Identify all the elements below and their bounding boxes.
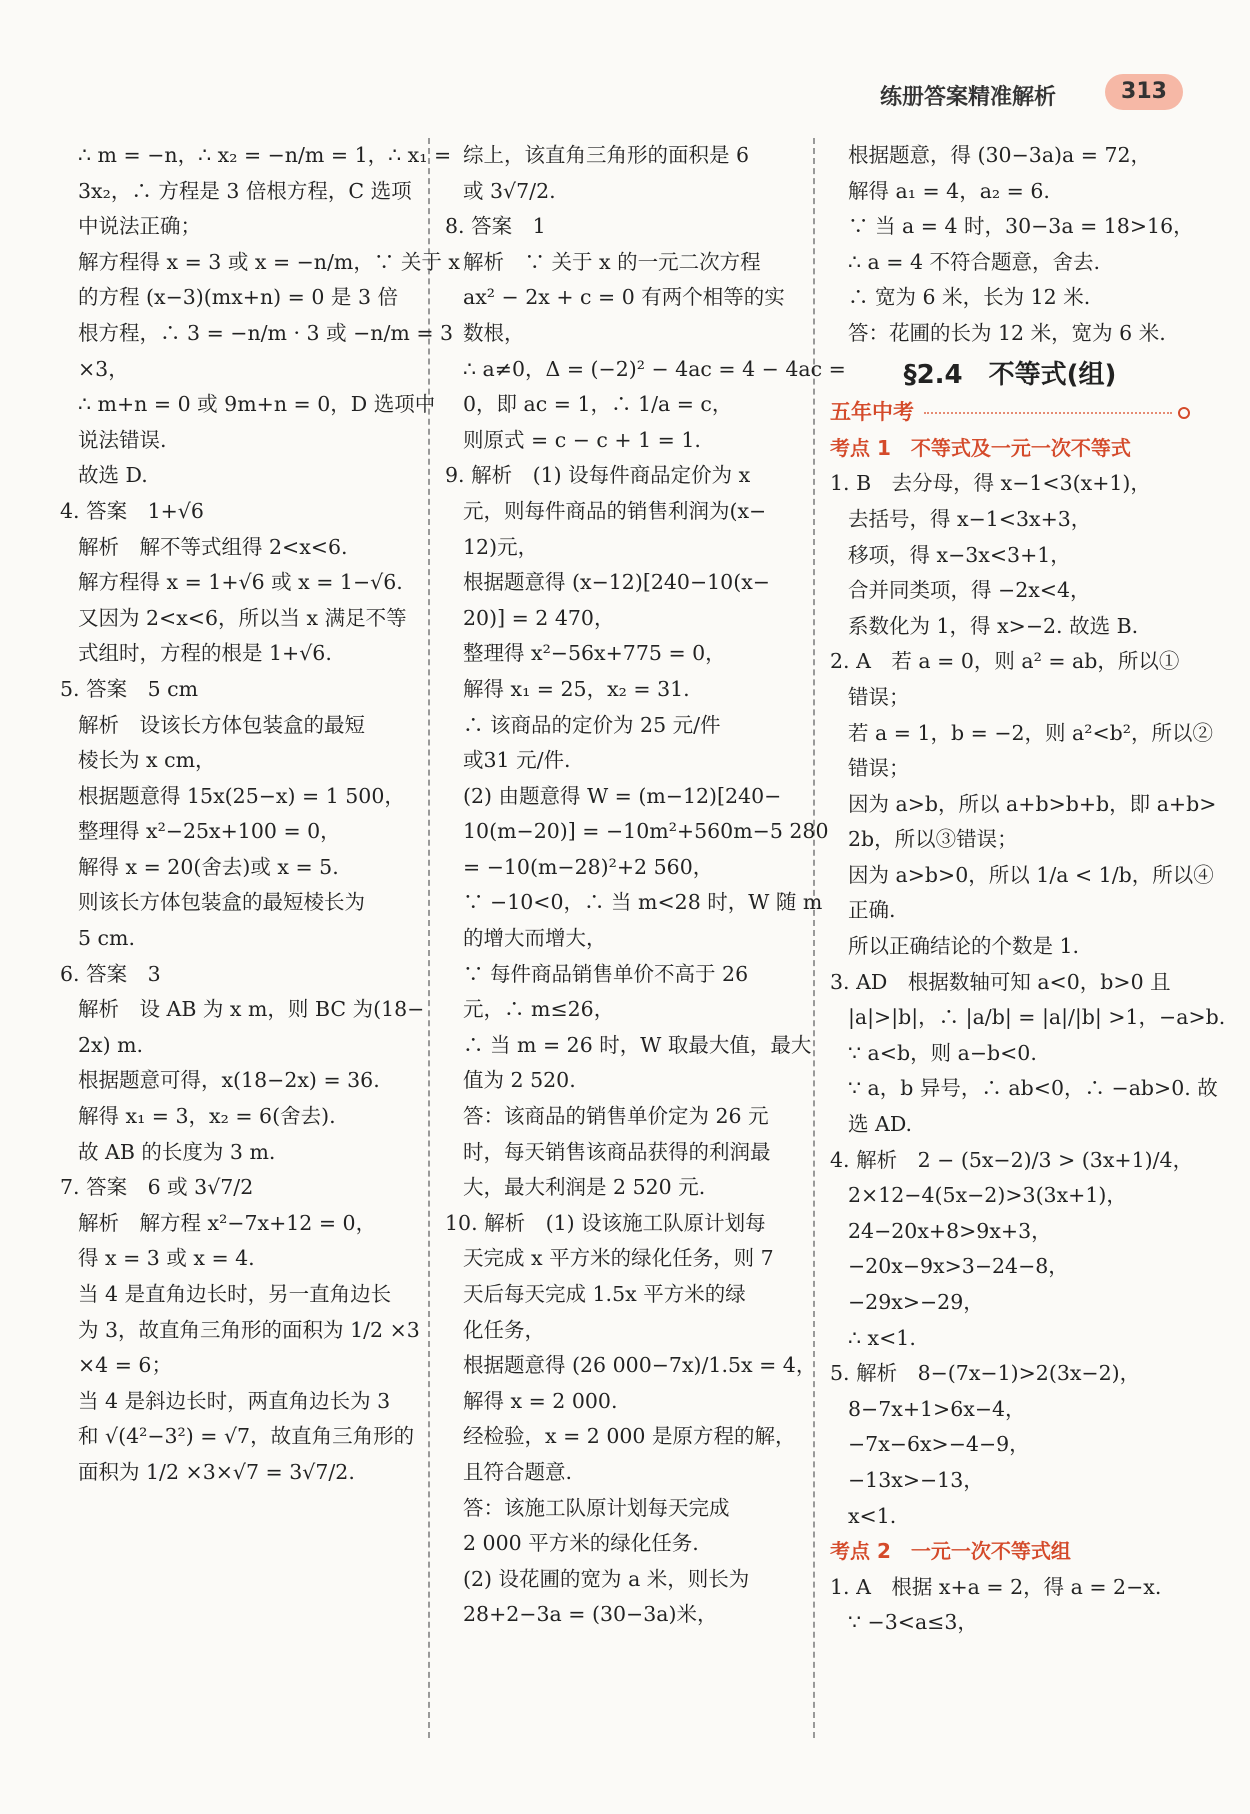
text-line: 天后每天完成 1.5x 平方米的绿: [463, 1282, 746, 1306]
text-line: 当 4 是斜边长时，两直角边长为 3: [78, 1388, 391, 1413]
text-line: 答：该施工队原计划每天完成: [463, 1495, 730, 1520]
text-line: 2b，所以③错误；: [848, 827, 1018, 852]
text-line: 12)元，: [463, 534, 539, 559]
text-line: 化任务，: [463, 1317, 545, 1342]
text-line: ax² − 2x + c = 0 有两个相等的实: [463, 285, 785, 310]
text-line: 和 √(4²−3²) = √7，故直角三角形的: [78, 1424, 415, 1449]
text-line: ∵ a，b 异号，∴ ab<0，∴ −ab>0. 故: [848, 1076, 1218, 1101]
text-line: 数根，: [463, 320, 525, 345]
text-line: 解得 x₁ = 25，x₂ = 31.: [463, 676, 690, 701]
text-line: 2. A 若 a = 0，则 a² = ab，所以①: [830, 649, 1180, 674]
text-line: 3. AD 根据数轴可知 a<0，b>0 且: [830, 969, 1171, 994]
text-line: 3x₂，∴ 方程是 3 倍根方程，C 选项: [78, 178, 412, 203]
text-line: 移项，得 x−3x<3+1，: [848, 542, 1071, 567]
text-line: 解得 x₁ = 3，x₂ = 6(舍去).: [78, 1104, 336, 1129]
text-line: −7x−6x>−4−9，: [848, 1432, 1030, 1457]
text-line: 经检验，x = 2 000 是原方程的解，: [463, 1424, 796, 1449]
text-line: 的方程 (x−3)(mx+n) = 0 是 3 倍: [78, 285, 399, 310]
text-line: 4. 答案 1+√6: [60, 498, 204, 523]
text-line: ∴ 宽为 6 米，长为 12 米.: [848, 285, 1091, 310]
column-3-bottom: [830, 1570, 1190, 1641]
text-line: ∴ m = −n，∴ x₂ = −n/m = 1，∴ x₁ =: [78, 143, 452, 167]
text-line: 则原式 = c − c + 1 = 1.: [463, 427, 701, 452]
text-line: 得 x = 3 或 x = 4.: [78, 1246, 255, 1271]
text-line: 2 000 平方米的绿化任务.: [463, 1531, 699, 1556]
text-line: ∴ a≠0，Δ = (−2)² − 4ac = 4 − 4ac =: [463, 356, 846, 381]
text-line: 整理得 x²−56x+775 = 0，: [463, 641, 726, 666]
text-line: 根方程，∴ 3 = −n/m · 3 或 −n/m = 3: [78, 320, 454, 345]
page-number-badge: 313: [1105, 74, 1183, 110]
text-line: 0，即 ac = 1，∴ 1/a = c，: [463, 392, 733, 417]
text-line: 2x) m.: [78, 1032, 144, 1057]
text-line: 8−7x+1>6x−4，: [848, 1396, 1026, 1421]
text-line: 故 AB 的长度为 3 m.: [78, 1139, 276, 1164]
text-line: 综上，该直角三角形的面积是 6: [463, 143, 750, 167]
text-line: (2) 由题意得 W = (m−12)[240−: [463, 783, 782, 808]
text-line: 若 a = 1，b = −2，则 a²<b²，所以②: [848, 720, 1214, 745]
text-line: 24−20x+8>9x+3，: [848, 1218, 1052, 1243]
column-1: [60, 138, 460, 1491]
text-line: 中说法正确；: [78, 214, 201, 239]
column-divider: [428, 138, 430, 1738]
text-line: 解析 设 AB 为 x m，则 BC 为(18−: [78, 997, 425, 1022]
text-line: 且符合题意.: [463, 1459, 573, 1484]
text-line: 为 3，故直角三角形的面积为 1/2 ×3: [78, 1317, 420, 1342]
band-dotted-line: [924, 412, 1172, 414]
text-line: 则该长方体包装盒的最短棱长为: [78, 890, 365, 915]
column-3-top: [830, 138, 1194, 352]
text-line: −20x−9x>3−24−8，: [848, 1254, 1069, 1279]
text-line: 解析 解不等式组得 2<x<6.: [78, 534, 348, 559]
column-3: [830, 138, 1226, 1641]
text-line: 错误；: [848, 684, 910, 709]
section-title: §2.4 不等式(组): [903, 359, 1117, 390]
text-line: 答：花圃的长为 12 米，宽为 6 米.: [848, 320, 1166, 345]
text-line: 7. 答案 6 或 3√7/2: [60, 1175, 254, 1200]
text-line: 10(m−20)] = −10m²+560m−5 280: [463, 819, 829, 844]
text-line: 面积为 1/2 ×3×√7 = 3√7/2.: [78, 1459, 355, 1484]
band-label: 五年中考: [830, 400, 914, 425]
topic-2-heading: 考点 2 一元一次不等式组: [830, 1539, 1071, 1564]
text-line: 正确.: [848, 898, 896, 923]
header-title: 练册答案精准解析: [880, 85, 1057, 110]
text-line: 整理得 x²−25x+100 = 0，: [78, 819, 341, 844]
text-line: = −10(m−28)²+2 560，: [463, 854, 714, 879]
text-line: 答：该商品的销售单价定为 26 元: [463, 1104, 769, 1129]
text-line: 当 4 是直角边长时，另一直角边长: [78, 1282, 392, 1306]
text-line: 选 AD.: [848, 1112, 913, 1137]
text-line: 9. 解析 (1) 设每件商品定价为 x: [445, 463, 751, 488]
text-line: 5. 答案 5 cm: [60, 676, 199, 701]
text-line: 10. 解析 (1) 设该施工队原计划每: [445, 1210, 766, 1235]
text-line: ∴ m+n = 0 或 9m+n = 0，D 选项中: [78, 392, 436, 417]
text-line: 1. B 去分母，得 x−1<3(x+1)，: [830, 471, 1151, 496]
text-line: ∴ 当 m = 26 时，W 取最大值，最大: [463, 1032, 812, 1057]
text-line: 或 3√7/2.: [463, 178, 556, 203]
text-line: ∴ 该商品的定价为 25 元/件: [463, 712, 721, 737]
text-line: 天完成 x 平方米的绿化任务，则 7: [463, 1246, 774, 1271]
text-line: 棱长为 x cm，: [78, 748, 216, 773]
text-line: 值为 2 520.: [463, 1068, 576, 1093]
text-line: 解析 解方程 x²−7x+12 = 0，: [78, 1210, 377, 1235]
text-line: 解析 ∵ 关于 x 的一元二次方程: [463, 249, 761, 274]
column-3-mid: [830, 466, 1226, 1534]
text-line: 根据题意得 (x−12)[240−10(x−: [463, 570, 770, 595]
band-circle-icon: [1178, 407, 1190, 419]
text-line: 故选 D.: [78, 463, 148, 488]
text-line: 根据题意可得，x(18−2x) = 36.: [78, 1068, 380, 1093]
text-line: 解得 x = 20(舍去)或 x = 5.: [78, 854, 339, 879]
text-line: 元，∴ m≤26，: [463, 997, 615, 1022]
text-line: ×3，: [78, 356, 129, 381]
text-line: 1. A 根据 x+a = 2，得 a = 2−x.: [830, 1574, 1162, 1599]
text-line: 4. 解析 2 − (5x−2)/3 > (3x+1)/4，: [830, 1147, 1194, 1172]
text-line: 根据题意得 15x(25−x) = 1 500，: [78, 783, 405, 808]
text-line: 5 cm.: [78, 926, 135, 951]
text-line: 或31 元/件.: [463, 748, 571, 773]
text-line: 根据题意得 (26 000−7x)/1.5x = 4，: [463, 1353, 817, 1378]
text-line: 解得 a₁ = 4，a₂ = 6.: [848, 178, 1050, 203]
section-band: [830, 395, 1190, 431]
text-line: 6. 答案 3: [60, 961, 161, 986]
text-line: 大，最大利润是 2 520 元.: [463, 1175, 706, 1200]
text-line: 5. 解析 8−(7x−1)>2(3x−2)，: [830, 1361, 1141, 1386]
text-line: ∵ 每件商品销售单价不高于 26: [463, 961, 749, 986]
text-line: 因为 a>b，所以 a+b>b+b，即 a+b>: [848, 791, 1217, 816]
text-line: 式组时，方程的根是 1+√6.: [78, 641, 332, 666]
text-line: −29x>−29，: [848, 1290, 984, 1314]
text-line: ∵ a<b，则 a−b<0.: [848, 1040, 1037, 1065]
text-line: 元，则每件商品的销售利润为(x−: [463, 498, 767, 523]
text-line: ∴ x<1.: [848, 1325, 916, 1350]
text-line: ∴ a = 4 不符合题意，舍去.: [848, 249, 1101, 274]
text-line: 的增大而增大，: [463, 926, 607, 951]
text-line: |a|>|b|，∴ |a/b| = |a|/|b| >1，−a>b.: [848, 1005, 1226, 1030]
text-line: −13x>−13，: [848, 1467, 984, 1492]
text-line: 时，每天销售该商品获得的利润最: [463, 1139, 771, 1164]
text-line: 解方程得 x = 1+√6 或 x = 1−√6.: [78, 570, 403, 595]
text-line: (2) 设花圃的宽为 a 米，则长为: [463, 1566, 750, 1591]
topic-1-heading: 考点 1 不等式及一元一次不等式: [830, 435, 1131, 460]
text-line: 因为 a>b>0，所以 1/a < 1/b，所以④: [848, 862, 1214, 887]
column-2: [445, 138, 846, 1633]
text-line: 说法错误.: [78, 427, 167, 452]
text-line: ∵ 当 a = 4 时，30−3a = 18>16，: [848, 214, 1194, 239]
text-line: 20)] = 2 470，: [463, 605, 615, 630]
text-line: 根据题意，得 (30−3a)a = 72，: [848, 143, 1152, 167]
text-line: 又因为 2<x<6，所以当 x 满足不等: [78, 605, 407, 630]
text-line: 系数化为 1，得 x>−2. 故选 B.: [848, 613, 1139, 638]
text-line: x<1.: [848, 1503, 897, 1528]
text-line: 8. 答案 1: [445, 214, 546, 239]
text-line: 解得 x = 2 000.: [463, 1388, 618, 1413]
text-line: 错误；: [848, 756, 910, 781]
text-line: 合并同类项，得 −2x<4，: [848, 578, 1091, 603]
text-line: ∵ −10<0，∴ 当 m<28 时，W 随 m: [463, 890, 823, 915]
text-line: 所以正确结论的个数是 1.: [848, 934, 1080, 959]
text-line: ×4 = 6；: [78, 1353, 172, 1378]
text-line: 28+2−3a = (30−3a)米，: [463, 1602, 718, 1627]
text-line: 解析 设该长方体包装盒的最短: [78, 712, 365, 737]
text-line: 解方程得 x = 3 或 x = −n/m，∵ 关于 x: [78, 249, 460, 274]
text-line: 2×12−4(5x−2)>3(3x+1)，: [848, 1183, 1127, 1208]
text-line: ∵ −3<a≤3，: [848, 1610, 978, 1635]
text-line: 去括号，得 x−1<3x+3，: [848, 506, 1092, 531]
